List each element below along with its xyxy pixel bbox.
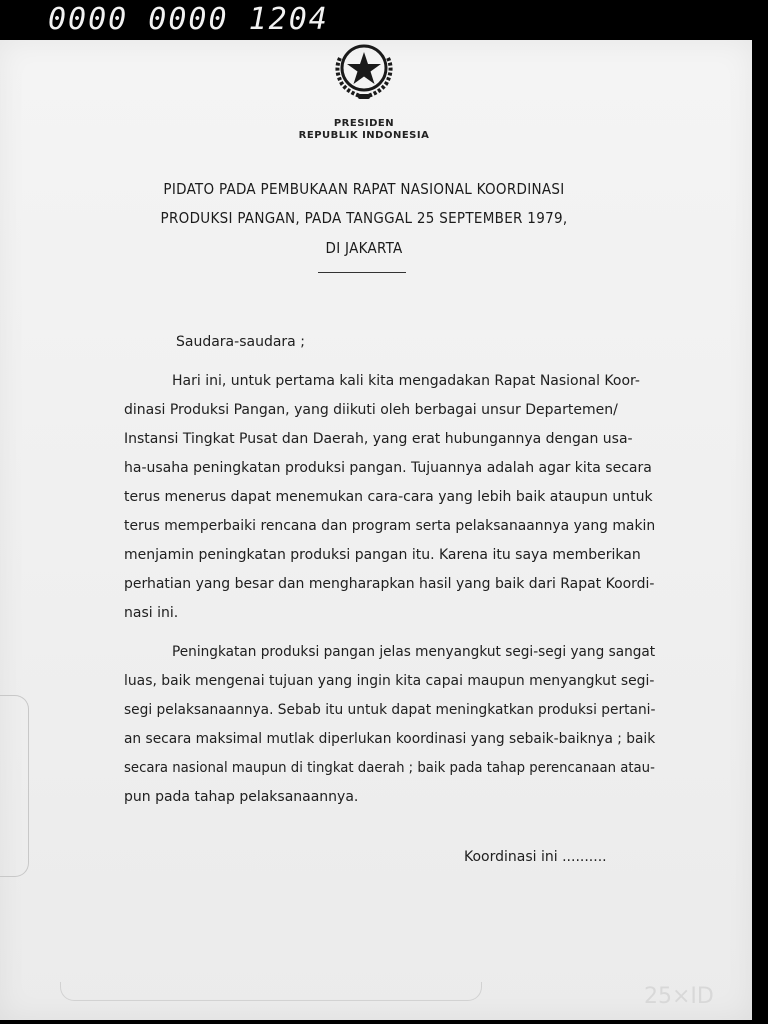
document-page bbox=[0, 40, 752, 1020]
paragraph1-line: terus menerus dapat menemukan cara-cara yang lebih baik ataupun untuk bbox=[124, 489, 653, 505]
page-edge-mark bbox=[0, 695, 29, 877]
paragraph2-line: an secara maksimal mutlak diperlukan koordinasi yang sebaik-baiknya ; baik bbox=[124, 731, 656, 747]
paragraph2-line: secara nasional maupun di tingkat daerah ; baik pada tahap perencanaan atau- bbox=[124, 760, 655, 776]
header-presiden: PRESIDEN bbox=[333, 118, 395, 129]
paragraph1-line: Instansi Tingkat Pusat dan Daerah, yang erat hubungannya dengan usa- bbox=[124, 431, 633, 447]
paragraph1-line: terus memperbaiki rencana dan program serta pelaksanaannya yang makin bbox=[124, 518, 656, 534]
closing-catchword: Koordinasi ini .......... bbox=[464, 849, 607, 865]
title-line-2: PRODUKSI PANGAN, PADA TANGGAL 25 SEPTEMBER 1979, bbox=[160, 209, 568, 227]
paragraph1-line: ha-usaha peningkatan produksi pangan. Tujuannya adalah agar kita secara bbox=[124, 460, 652, 476]
garuda-star-emblem-icon bbox=[322, 40, 406, 104]
scan-right-border bbox=[752, 40, 768, 1024]
paragraph1-line: Hari ini, untuk pertama kali kita mengadakan Rapat Nasional Koor- bbox=[172, 373, 640, 389]
paragraph2-line: Peningkatan produksi pangan jelas menyangkut segi-segi yang sangat bbox=[172, 644, 656, 660]
title-underline bbox=[318, 272, 406, 273]
paragraph1-line: dinasi Produksi Pangan, yang diikuti oleh berbagai unsur Departemen/ bbox=[124, 402, 618, 418]
paragraph1-line: perhatian yang besar dan mengharapkan hasil yang baik dari Rapat Koordi- bbox=[124, 576, 655, 592]
footer-mark: 25×ID bbox=[644, 984, 714, 1009]
paragraph2-line: pun pada tahap pelaksanaannya. bbox=[124, 789, 359, 805]
header-republik: REPUBLIK INDONESIA bbox=[298, 130, 430, 141]
salutation: Saudara-saudara ; bbox=[176, 334, 305, 350]
paragraph2-line: luas, baik mengenai tujuan yang ingin kita capai maupun menyangkut segi- bbox=[124, 673, 655, 689]
title-line-3: DI JAKARTA bbox=[325, 239, 403, 257]
page-bottom-mark bbox=[60, 982, 482, 1001]
film-code: 0000 0000 1204 bbox=[48, 2, 329, 37]
paragraph1-line: menjamin peningkatan produksi pangan itu. Karena itu saya memberikan bbox=[124, 547, 641, 563]
title-line-1: PIDATO PADA PEMBUKAAN RAPAT NASIONAL KOORDINASI bbox=[163, 180, 565, 198]
paragraph2-line: segi pelaksanaannya. Sebab itu untuk dapat meningkatkan produksi pertani- bbox=[124, 702, 656, 718]
paragraph1-line: nasi ini. bbox=[124, 605, 179, 621]
